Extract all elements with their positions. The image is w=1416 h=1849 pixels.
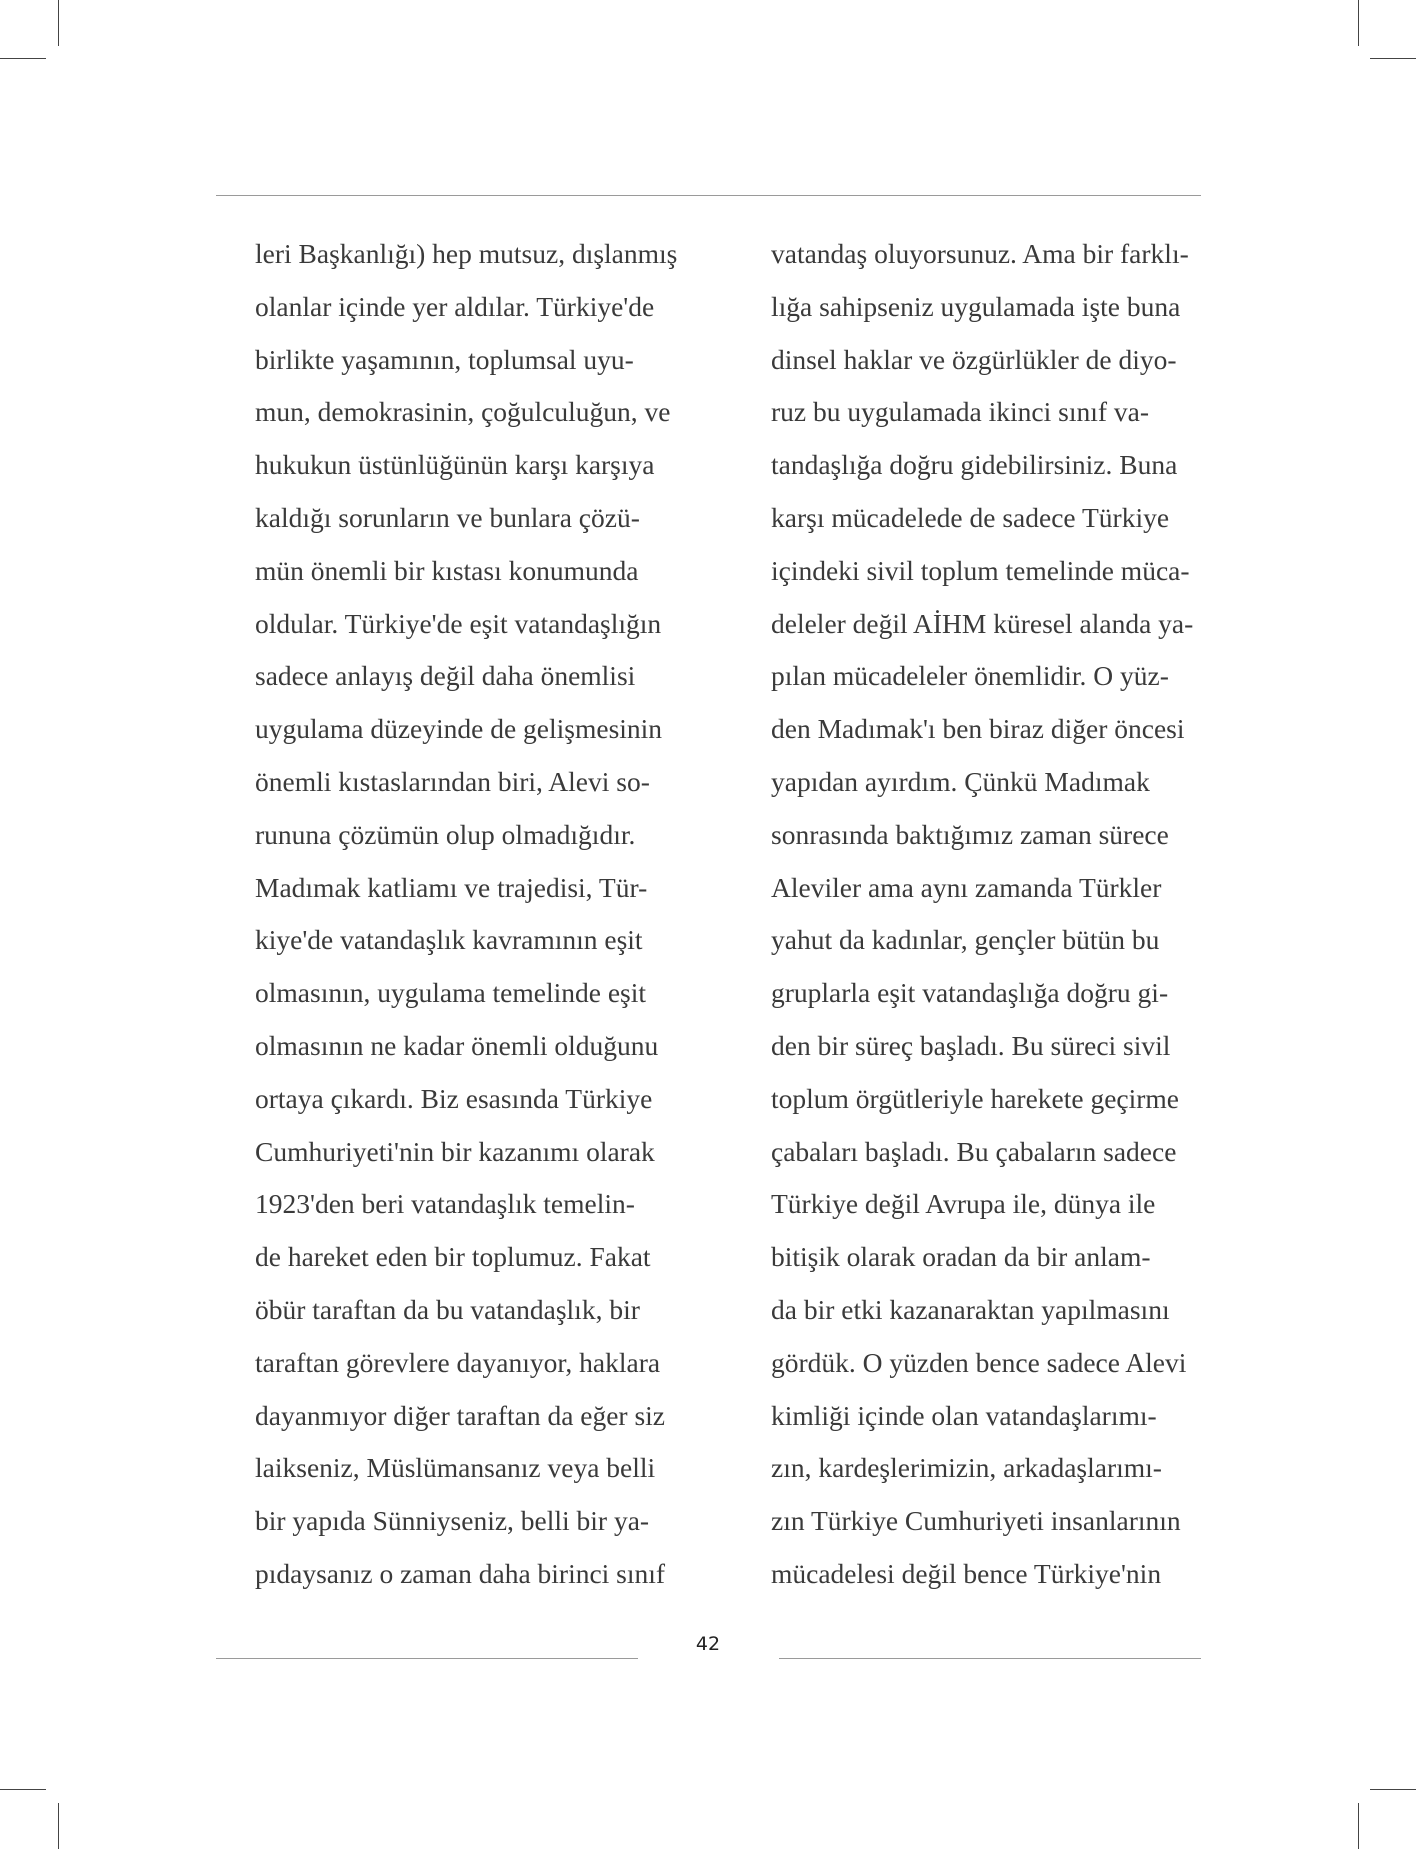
text-line: Madımak katliamı ve trajedisi, Tür- xyxy=(255,871,648,903)
text-line: laikseniz, Müslümansanız veya belli xyxy=(255,1452,656,1484)
text-line: yapıdan ayırdım. Çünkü Madımak xyxy=(771,765,1150,797)
text-line: olmasının, uygulama temelinde eşit xyxy=(255,977,647,1009)
text-line: kiye'de vatandaşlık kavramının eşit xyxy=(255,924,643,956)
text-line: olmasının ne kadar önemli olduğunu xyxy=(255,1029,659,1061)
text-line: birlikte yaşamının, toplumsal uyu- xyxy=(255,343,634,375)
footer-rule-right xyxy=(779,1658,1201,1659)
crop-mark-bottom-right-horizontal xyxy=(1370,1789,1416,1790)
text-line: rununa çözümün olup olmadığıdır. xyxy=(255,818,636,850)
header-rule xyxy=(216,195,1201,196)
text-line: gördük. O yüzden bence sadece Alevi xyxy=(771,1346,1187,1378)
right-text-column xyxy=(771,228,1204,1601)
text-line: içindeki sivil toplum temelinde müca- xyxy=(771,554,1190,586)
text-line: tandaşlığa doğru gidebilirsiniz. Buna xyxy=(771,449,1178,481)
crop-mark-top-left-vertical xyxy=(58,0,59,46)
text-line: olanlar içinde yer aldılar. Türkiye'de xyxy=(255,290,655,322)
text-line: Cumhuriyeti'nin bir kazanımı olarak xyxy=(255,1135,655,1167)
text-line: gruplarla eşit vatandaşlığa doğru gi- xyxy=(771,977,1169,1009)
text-line: pıdaysanız o zaman daha birinci sınıf xyxy=(255,1557,666,1589)
text-line: ruz bu uygulamada ikinci sınıf va- xyxy=(771,396,1150,428)
page-number: 42 xyxy=(695,1633,721,1655)
crop-mark-bottom-left-horizontal xyxy=(0,1789,46,1790)
crop-mark-bottom-left-vertical xyxy=(58,1803,59,1849)
text-line: yahut da kadınlar, gençler bütün bu xyxy=(771,924,1160,956)
text-line: toplum örgütleriyle harekete geçirme xyxy=(771,1082,1180,1114)
text-line: lığa sahipseniz uygulamada işte buna xyxy=(771,290,1181,322)
text-line: mücadelesi değil bence Türkiye'nin xyxy=(771,1557,1162,1589)
text-line: Aleviler ama aynı zamanda Türkler xyxy=(771,871,1162,903)
text-line: taraftan görevlere dayanıyor, haklara xyxy=(255,1346,661,1378)
text-line: önemli kıstaslarından biri, Alevi so- xyxy=(255,765,650,797)
text-line: bitişik olarak oradan da bir anlam- xyxy=(771,1241,1151,1273)
text-line: da bir etki kazanaraktan yapılmasını xyxy=(771,1293,1170,1325)
text-line: sonrasında baktığımız zaman sürece xyxy=(771,818,1169,850)
crop-mark-top-left-horizontal xyxy=(0,58,46,59)
text-line: de hareket eden bir toplumuz. Fakat xyxy=(255,1241,651,1273)
text-line: ortaya çıkardı. Biz esasında Türkiye xyxy=(255,1082,653,1114)
text-line: bir yapıda Sünniyseniz, belli bir ya- xyxy=(255,1505,650,1537)
text-line: 1923'den beri vatandaşlık temelin- xyxy=(255,1188,635,1220)
crop-mark-bottom-right-vertical xyxy=(1358,1803,1359,1849)
text-line: kimliği içinde olan vatandaşlarımı- xyxy=(771,1399,1157,1431)
text-line: hukukun üstünlüğünün karşı karşıya xyxy=(255,449,655,481)
text-line: öbür taraftan da bu vatandaşlık, bir xyxy=(255,1293,640,1325)
text-line: karşı mücadelede de sadece Türkiye xyxy=(771,501,1170,533)
text-line: çabaları başladı. Bu çabaların sadece xyxy=(771,1135,1177,1167)
text-line: den Madımak'ı ben biraz diğer öncesi xyxy=(771,713,1185,745)
text-line: dayanmıyor diğer taraftan da eğer siz xyxy=(255,1399,666,1431)
text-line: vatandaş oluyorsunuz. Ama bir farklı- xyxy=(771,238,1189,269)
text-line: mun, demokrasinin, çoğulculuğun, ve xyxy=(255,396,671,428)
footer-rule-left xyxy=(216,1658,638,1659)
text-line: kaldığı sorunların ve bunlara çözü- xyxy=(255,501,640,533)
text-line: dinsel haklar ve özgürlükler de diyo- xyxy=(771,343,1177,375)
text-line: den bir süreç başladı. Bu süreci sivil xyxy=(771,1029,1171,1061)
text-line: leri Başkanlığı) hep mutsuz, dışlanmış xyxy=(255,238,678,269)
text-line: oldular. Türkiye'de eşit vatandaşlığın xyxy=(255,607,662,639)
text-line: zın, kardeşlerimizin, arkadaşlarımı- xyxy=(771,1452,1162,1484)
text-line: Türkiye değil Avrupa ile, dünya ile xyxy=(771,1188,1156,1220)
text-line: zın Türkiye Cumhuriyeti insanlarının xyxy=(771,1505,1181,1537)
text-line: sadece anlayış değil daha önemlisi xyxy=(255,660,636,692)
text-line: deleler değil AİHM küresel alanda ya- xyxy=(771,607,1194,639)
text-line: pılan mücadeleler önemlidir. O yüz- xyxy=(771,660,1169,692)
crop-mark-top-right-vertical xyxy=(1358,0,1359,46)
text-line: uygulama düzeyinde de gelişmesinin xyxy=(255,713,663,745)
text-line: mün önemli bir kıstası konumunda xyxy=(255,554,639,586)
crop-mark-top-right-horizontal xyxy=(1370,58,1416,59)
left-text-column xyxy=(255,228,688,1601)
